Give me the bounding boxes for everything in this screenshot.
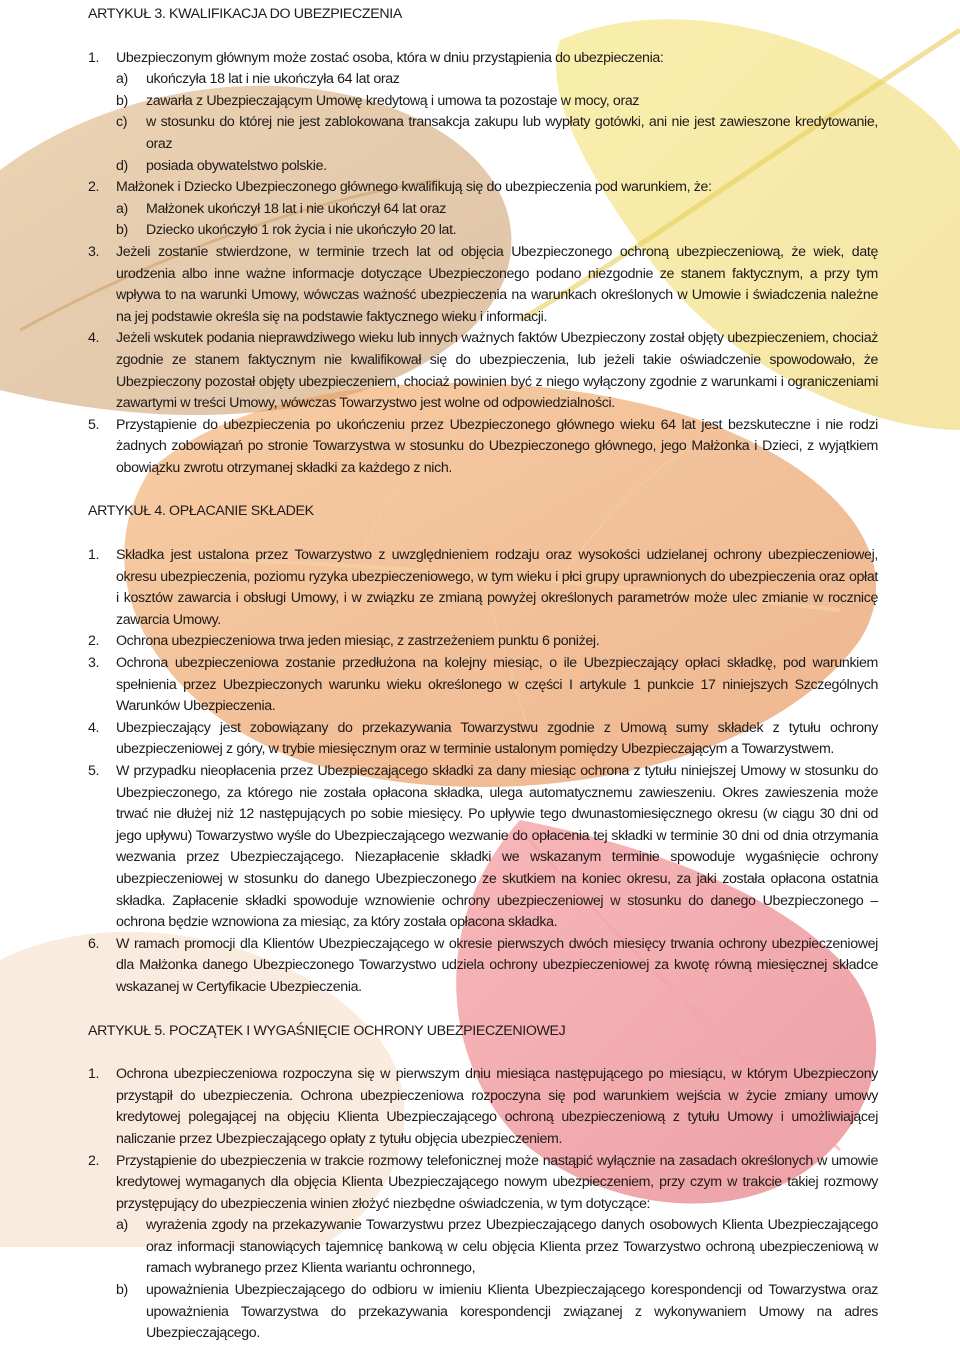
item-number: 3. — [88, 655, 100, 672]
item-text: Przystąpienie do ubezpieczenia po ukończeniu przez Ubezpieczonego głównego wieku 64 lat jest bezskuteczne i nie rodzi żadnych zobowiązań po stronie Towarzystwa w stosunku do Ubezpieczonego głównego, jego Małżonka i Dzieci, z wyjątkiem obowiązku zwrotu otrzymanej składki za każdego z nich. — [116, 416, 878, 476]
article-heading: ARTYKUŁ 5. POCZĄTEK I WYGAŚNIĘCIE OCHRONY UBEZPIECZENIOWEJ — [88, 1022, 566, 1039]
item-number: 5. — [88, 416, 100, 433]
item-number: 2. — [88, 633, 100, 650]
sub-item — [116, 112, 878, 155]
list-item — [88, 631, 878, 653]
article-heading: ARTYKUŁ 4. OPŁACANIE SKŁADEK — [88, 503, 314, 520]
list-item — [88, 177, 878, 242]
sub-item — [116, 91, 878, 113]
sub-item-text: zawarła z Ubezpieczającym Umowę kredytową i umowa ta pozostaje w mocy, oraz — [146, 92, 640, 109]
article-5 — [88, 1021, 878, 1345]
list-item — [88, 415, 878, 480]
sub-item-text: wyrażenia zgody na przekazywanie Towarzystwu przez Ubezpieczającego danych osobowych Klienta Ubezpieczającego oraz informacji stanowiących tajemnicę bankową w celu objęcia Klienta przez Towarzystwo ochroną ubezpieczeniową w ramach wybranego przez Klienta wariantu ochronnego, — [146, 1217, 878, 1277]
item-number: 1. — [88, 49, 100, 66]
list-item — [88, 1064, 878, 1150]
article-3 — [88, 4, 878, 479]
sub-item — [116, 1215, 878, 1280]
item-text: Składka jest ustalona przez Towarzystwo z uwzględnieniem rodzaju oraz wysokości udzielanej ochrony ubezpieczeniowej, okresu ubezpieczenia, poziomu ryzyka ubezpieczeniowego, w tym wieku i płci grupy uprawnionych do ubezpieczenia oraz opłat i kosztów zawarcia i obsługi Umowy, i w związku ze zmianą powyżej określonych parametrów może ulec zmianie w rocznicę zawarcia Umowy. — [116, 547, 878, 628]
item-text: W ramach promocji dla Klientów Ubezpieczającego w okresie pierwszych dwóch miesięcy trwania ochrony ubezpieczeniowej dla Małżonka danego Ubezpieczonego Towarzystwo udziela ochrony ubezpieczeniowej za kwotę równą miesięcznej składce wskazanej w Certyfikacie Ubezpieczenia. — [116, 935, 878, 995]
item-number: 2. — [88, 1152, 100, 1169]
sub-item-text: ukończyła 18 lat i nie ukończyła 64 lat oraz — [146, 71, 400, 88]
sub-item-label: b) — [116, 222, 128, 239]
sub-item-label: a) — [116, 200, 128, 217]
list-item — [88, 328, 878, 414]
item-number: 1. — [88, 547, 100, 564]
list-item — [88, 242, 878, 328]
sub-item-text: Dziecko ukończyło 1 rok życia i nie ukończyło 20 lat. — [146, 222, 457, 239]
item-number: 1. — [88, 1066, 100, 1083]
sub-item-label: b) — [116, 92, 128, 109]
sub-item — [116, 156, 878, 178]
item-number: 2. — [88, 179, 100, 196]
article-heading: ARTYKUŁ 3. KWALIFIKACJA DO UBEZPIECZENIA — [88, 6, 402, 22]
item-number: 5. — [88, 763, 100, 779]
item-number: 3. — [88, 243, 100, 260]
item-text: Jeżeli wskutek podania nieprawdziwego wieku lub innych ważnych faktów Ubezpieczony został objęty ubezpieczeniem, chociaż zgodnie ze stanem faktycznym nie kwalifikował się do ubezpieczenia, lub jeżeli takie oświadczenie spowodowało, że Ubezpieczony pozostał objęty ubezpieczeniem, chociaż powinien być z niego wyłączony zgodnie z warunkami i ograniczeniami zawartymi w treści Umowy, wówczas Towarzystwo jest wolne od odpowiedzialności. — [116, 330, 878, 412]
list-item — [88, 48, 878, 178]
item-text: Ochrona ubezpieczeniowa rozpoczyna się w pierwszym dniu miesiąca następującego po miesiącu, w którym Ubezpieczony przystąpił do ubezpieczenia. Ochrona ubezpieczeniowa rozpoczyna się pod warunkiem wejścia w życie zmiany umowy kredytowej polegającej na objęciu Klienta Ubezpieczającego ochroną ubezpieczeniową z tytułu Umowy i umożliwiającej naliczanie przez Ubezpieczającego opłaty z tytułu objęcia ubezpieczeniem. — [116, 1066, 878, 1147]
sub-item-label: a) — [116, 1217, 128, 1234]
item-text: W przypadku nieopłacenia przez Ubezpieczającego składki za dany miesiąc ochrona z tytułu niniejszej Umowy w stosunku do Ubezpieczonego, za którego nie została opłacona składka, ulega automatycznemu zawieszeniu. Okres zawieszenia może trwać nie dłużej niż 12 następujących po sobie miesięcy. Po upływie tego dwunastomiesięcznego okresu (w ciągu 30 dni od jego upływu) Towarzystwo wyśle do Ubezpieczającego wezwanie do opłacenia tej składki w terminie 30 dni od dnia otrzymania wezwania przez Ubezpieczającego. Niezapłacenie składki we wskazanym terminie spowoduje wygaśnięcie ochrony ubezpieczeniowej w stosunku do danego Ubezpieczonego ze skutkiem na koniec okresu, za jaki została opłacona ostatnia składka. Zapłacenie składki spowoduje wznowienie ochrony ubezpieczeniowej w stosunku do danego Ubezpieczonego – ochrona będzie wznowiona za miesiąc, za który została opłacona składka. — [116, 763, 878, 931]
sub-item — [116, 69, 878, 91]
item-text: Jeżeli zostanie stwierdzone, w terminie trzech lat od objęcia Ubezpieczonego ochroną ubezpieczeniową, że wiek, datę urodzenia albo inne ważne informacje dotyczące Ubezpieczonego podano niezgodnie ze stanem faktycznym, a przy tym wpływa to na warunki Umowy, wówczas ważność ubezpieczenia na warunkach określonych w Umowie i świadczenia należne na jej podstawie określa się na podstawie faktycznego wieku i informacji. — [116, 243, 878, 325]
list-item — [88, 653, 878, 718]
sub-item-label: c) — [116, 114, 128, 131]
sub-item — [116, 220, 878, 242]
sub-item-text: upoważnienia Ubezpieczającego do odbioru w imieniu Klienta Ubezpieczającego korespondencji od Towarzystwa oraz upoważnienia Towarzystwa do przekazywania korespondencji związanej z wykonywaniem Umowy na adres Ubezpieczającego. — [146, 1282, 878, 1342]
list-item — [88, 761, 878, 934]
sub-item — [116, 1280, 878, 1345]
item-text: Przystąpienie do ubezpieczenia w trakcie rozmowy telefonicznej może nastąpić wyłącznie na zasadach określonych w umowie kredytowej wymaganych dla objęcia Klienta Ubezpieczającego nowym ubezpieczeniem, przy czym w trakcie takiej rozmowy przystępujący do ubezpieczenia winien złożyć niezbędne oświadczenia, w tym dotyczące: — [116, 1152, 878, 1212]
list-item — [88, 1151, 878, 1345]
list-item — [88, 934, 878, 999]
item-text: Ochrona ubezpieczeniowa trwa jeden miesiąc, z zastrzeżeniem punktu 6 poniżej. — [116, 633, 600, 650]
item-number: 4. — [88, 719, 100, 736]
list-item — [88, 545, 878, 631]
article-4 — [88, 501, 878, 998]
sub-item-text: posiada obywatelstwo polskie. — [146, 157, 327, 174]
sub-item-text: Małżonek ukończył 18 lat i nie ukończył 64 lat oraz — [146, 200, 446, 217]
sub-item-label: a) — [116, 71, 128, 88]
item-text: Małżonek i Dziecko Ubezpieczonego głównego kwalifikują się do ubezpieczenia pod warunkiem, że: — [116, 179, 712, 196]
item-text: Ubezpieczonym głównym może zostać osoba, która w dniu przystąpienia do ubezpieczenia: — [116, 49, 664, 66]
sub-item-label: b) — [116, 1282, 128, 1299]
item-text: Ochrona ubezpieczeniowa zostanie przedłużona na kolejny miesiąc, o ile Ubezpieczający opłaci składkę, pod warunkiem spełnienia przez Ubezpieczonych warunku wieku określonego w części I artykule 1 punkcie 17 niniejszych Szczególnych Warunków Ubezpieczenia. — [116, 655, 878, 715]
sub-item-label: d) — [116, 157, 128, 174]
item-text: Ubezpieczający jest zobowiązany do przekazywania Towarzystwu zgodnie z Umową sumy składek z tytułu ochrony ubezpieczeniowej z góry, w trybie miesięcznym oraz w terminie ustalonym pomiędzy Ubezpieczającym a Towarzystwem. — [116, 719, 878, 758]
item-number: 4. — [88, 330, 100, 347]
sub-item-text: w stosunku do której nie jest zablokowana transakcja zakupu lub wypłaty gotówki, ani nie jest zawieszone kredytowanie, oraz — [146, 114, 878, 152]
sub-item — [116, 199, 878, 221]
document-body — [88, 4, 878, 1345]
item-number: 6. — [88, 935, 100, 952]
list-item — [88, 718, 878, 761]
